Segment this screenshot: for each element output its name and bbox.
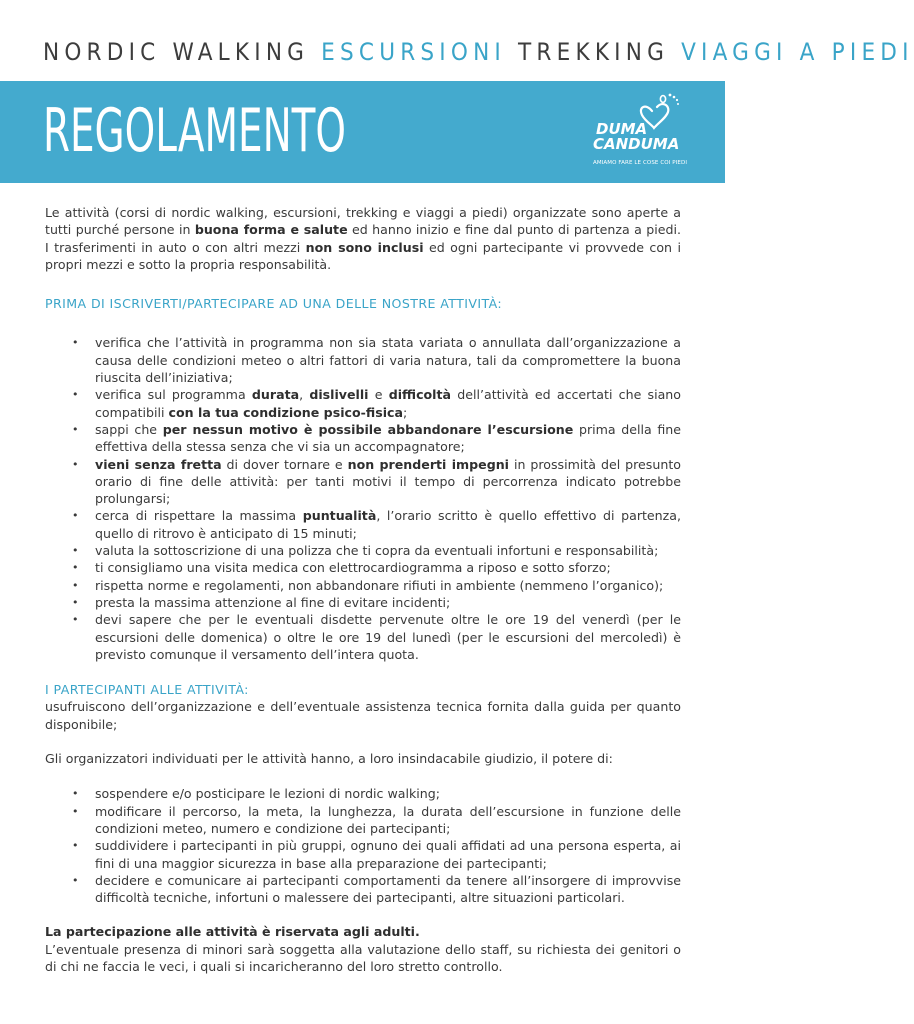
list-item: • decidere e comunicare ai partecipanti comportamenti da tenere all’insorgere di improvvise difficoltà tecniche, infortuni o malessere dei partecipanti, altre situazioni particolari.	[45, 872, 681, 907]
tagline	[43, 38, 914, 74]
list-item: • verifica che l’attività in programma non sia stata variata o annullata dall’organizzazione a causa delle condizioni meteo o altri fattori di varia natura, tali da compromettere la buona riuscita dell’iniziativa;	[45, 334, 681, 386]
list-item: • ti consigliamo una visita medica con elettrocardiogramma a riposo e sotto sforzo;	[45, 559, 681, 576]
organizers-powers-intro: Gli organizzatori individuati per le attività hanno, a loro insindacabile giudizio, il potere di:	[45, 751, 613, 767]
logo-line2: CANDUMA	[593, 135, 680, 153]
section2-text: usufruiscono dell’organizzazione e dell’eventuale assistenza tecnica fornita dalla guida per quanto disponibile;	[45, 699, 681, 732]
list-item: • modificare il percorso, la meta, la lunghezza, la durata dell’escursione in funzione delle condizioni meteo, numero e condizione dei partecipanti;	[45, 803, 681, 838]
organizers-powers-list	[45, 785, 681, 906]
title-banner	[0, 81, 725, 183]
tagline-part: NORDIC WALKING	[43, 38, 322, 66]
list-item: • suddividere i partecipanti in più gruppi, ognuno dei quali affidati ad una persona esperta, ai fini di una maggior sicurezza in base alla preparazione dei partecipanti;	[45, 837, 681, 872]
before-participating-list	[45, 334, 681, 663]
page-title: REGOLAMENTO	[43, 96, 346, 166]
intro-paragraph: Le attività (corsi di nordic walking, escursioni, trekking e viaggi a piedi) organizzate sono aperte a tutti purché persone in buona forma e salute ed hanno inizio e fine dal punto di partenza a piedi. I trasferimenti in auto o con altri mezzi non sono inclusi ed ogni partecipante vi provvede con i propri mezzi e sotto la propria responsabilità.	[45, 205, 681, 272]
tagline-part: VIAGGI A PIEDI	[681, 38, 914, 66]
list-item: • verifica sul programma durata, dislivelli e difficoltà dell’attività ed accertati che siano compatibili con la tua condizione psico-fisica;	[45, 386, 681, 421]
logo-line1: DUMA	[596, 120, 648, 138]
logo-subtitle: AMIAMO FARE LE COSE COI PIEDI	[593, 160, 688, 166]
tagline-part: ESCURSIONI	[321, 38, 519, 66]
closing-text: L’eventuale presenza di minori sarà soggetta alla valutazione dello staff, su richiesta dei genitori o di chi ne faccia le veci, i quali si incaricheranno del loro stretto controllo.	[45, 941, 681, 974]
list-item: • vieni senza fretta di dover tornare e non prenderti impegni in prossimità del presunto orario di fine delle attività: per tanti motivi il tempo di percorrenza indicato potrebbe prolungarsi;	[45, 456, 681, 508]
list-item: • sappi che per nessun motivo è possibile abbandonare l’escursione prima della fine effettiva della stessa senza che vi sia un accompagnatore;	[45, 421, 681, 456]
tagline-part: TREKKING	[518, 38, 682, 66]
section1-heading: PRIMA DI ISCRIVERTI/PARTECIPARE AD UNA DELLE NOSTRE ATTIVITÀ:	[45, 296, 503, 312]
list-item: • presta la massima attenzione al fine di evitare incidenti;	[45, 594, 681, 611]
list-item: • devi sapere che per le eventuali disdette pervenute oltre le ore 19 del venerdì (per le escursioni delle domenica) o oltre le ore 19 del lunedì (per le escursioni del mercoledì) è previsto comunque il versamento dell’intera quota.	[45, 611, 681, 663]
duma-canduma-logo	[590, 91, 690, 181]
list-item: • valuta la sottoscrizione di una polizza che ti copra da eventuali infortuni e responsabilità;	[45, 542, 681, 559]
section2-heading: I PARTECIPANTI ALLE ATTIVITÀ:	[45, 682, 249, 698]
list-item: • rispetta norme e regolamenti, non abbandonare rifiuti in ambiente (nemmeno l’organico);	[45, 577, 681, 594]
list-item: • cerca di rispettare la massima puntualità, l’orario scritto è quello effettivo di partenza, quello di ritrovo è anticipato di 15 minuti;	[45, 507, 681, 542]
list-item: • sospendere e/o posticipare le lezioni di nordic walking;	[45, 785, 681, 802]
closing-bold: La partecipazione alle attività è riservata agli adulti.	[45, 924, 420, 940]
regulation-body	[45, 204, 681, 975]
